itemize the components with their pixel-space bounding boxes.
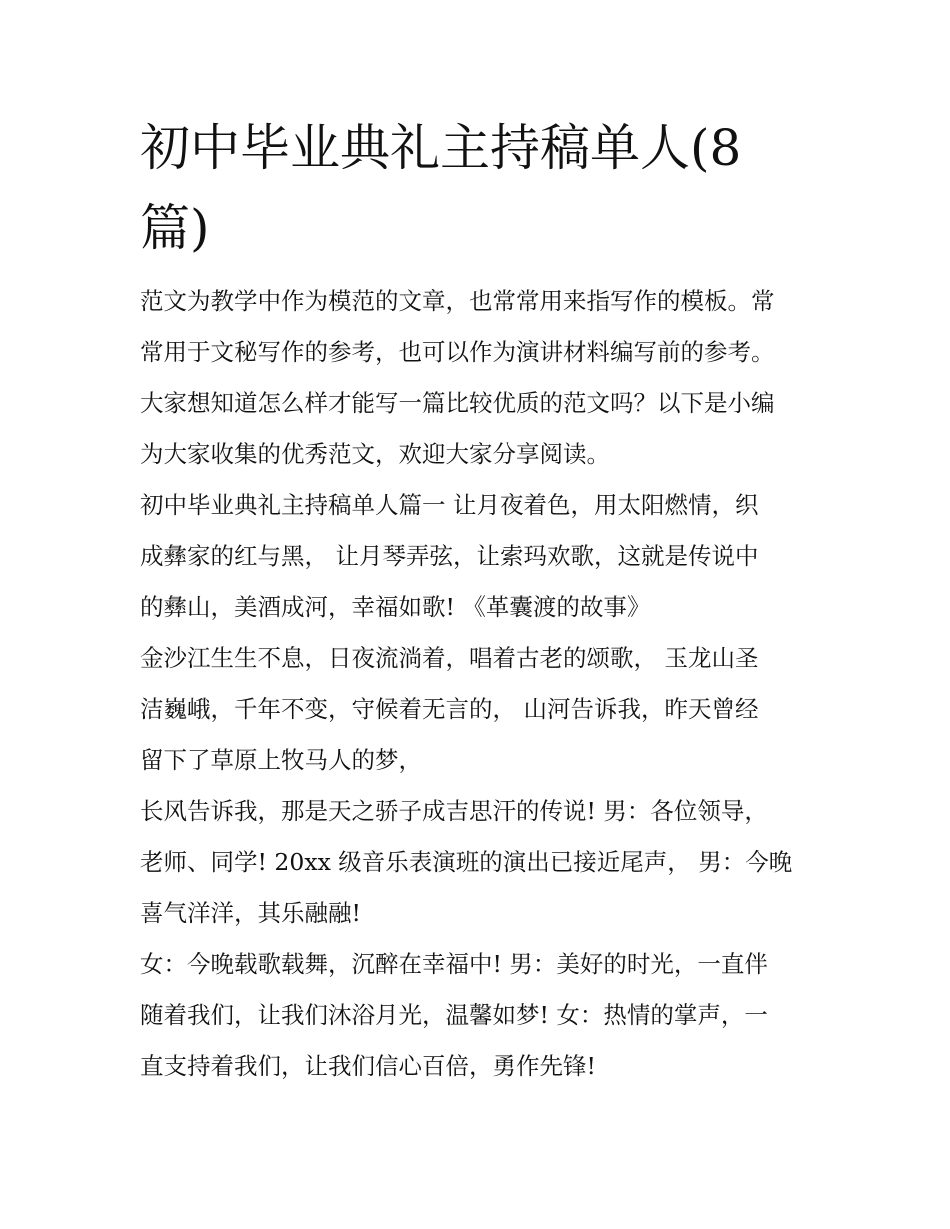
- text-line: 的彝山，美酒成河，幸福如歌! 《革囊渡的故事》: [140, 593, 651, 621]
- text-line: 随着我们，让我们沐浴月光，温馨如梦! 女：热情的掌声，一: [140, 1001, 768, 1029]
- paragraph-changfeng: [140, 786, 820, 939]
- text-line: 为大家收集的优秀范文，欢迎大家分享阅读。: [140, 440, 610, 468]
- text-line: 直支持着我们，让我们信心百倍，勇作先锋!: [140, 1052, 596, 1080]
- document-title: [140, 108, 780, 268]
- text-line: 洁巍峨，千年不变，守候着无言的， 山河告诉我，昨天曾经: [140, 695, 759, 723]
- text-line: 老师、同学! 20xx 级音乐表演班的演出已接近尾声， 男：今晚: [140, 848, 793, 876]
- title-line: 初中毕业典礼主持稿单人(8: [140, 119, 742, 177]
- text-line: 常用于文秘写作的参考，也可以作为演讲材料编写前的参考。: [140, 338, 775, 366]
- document-body: [140, 276, 820, 1092]
- paragraph-dialogue: [140, 939, 820, 1092]
- paragraph-article-one: [140, 480, 820, 633]
- paragraph-intro: [140, 276, 820, 480]
- text-line: 成彝家的红与黑， 让月琴弄弦，让索玛欢歌，这就是传说中: [140, 542, 759, 570]
- text-line: 长风告诉我，那是天之骄子成吉思汗的传说! 男：各位领导，: [140, 797, 768, 825]
- text-line: 金沙江生生不息，日夜流淌着，唱着古老的颂歌， 玉龙山圣: [140, 644, 759, 672]
- title-line: 篇): [140, 199, 210, 257]
- text-line: 大家想知道怎么样才能写一篇比较优质的范文吗？以下是小编: [140, 389, 775, 417]
- text-line: 留下了草原上牧马人的梦，: [140, 746, 422, 774]
- text-line: 初中毕业典礼主持稿单人篇一 让月夜着色，用太阳燃情，织: [140, 491, 759, 519]
- text-line: 范文为教学中作为模范的文章，也常常用来指写作的模板。常: [140, 287, 775, 315]
- text-line: 喜气洋洋，其乐融融!: [140, 899, 361, 927]
- paragraph-jinsha: [140, 633, 820, 786]
- text-line: 女：今晚载歌载舞，沉醉在幸福中! 男：美好的时光，一直伴: [140, 950, 768, 978]
